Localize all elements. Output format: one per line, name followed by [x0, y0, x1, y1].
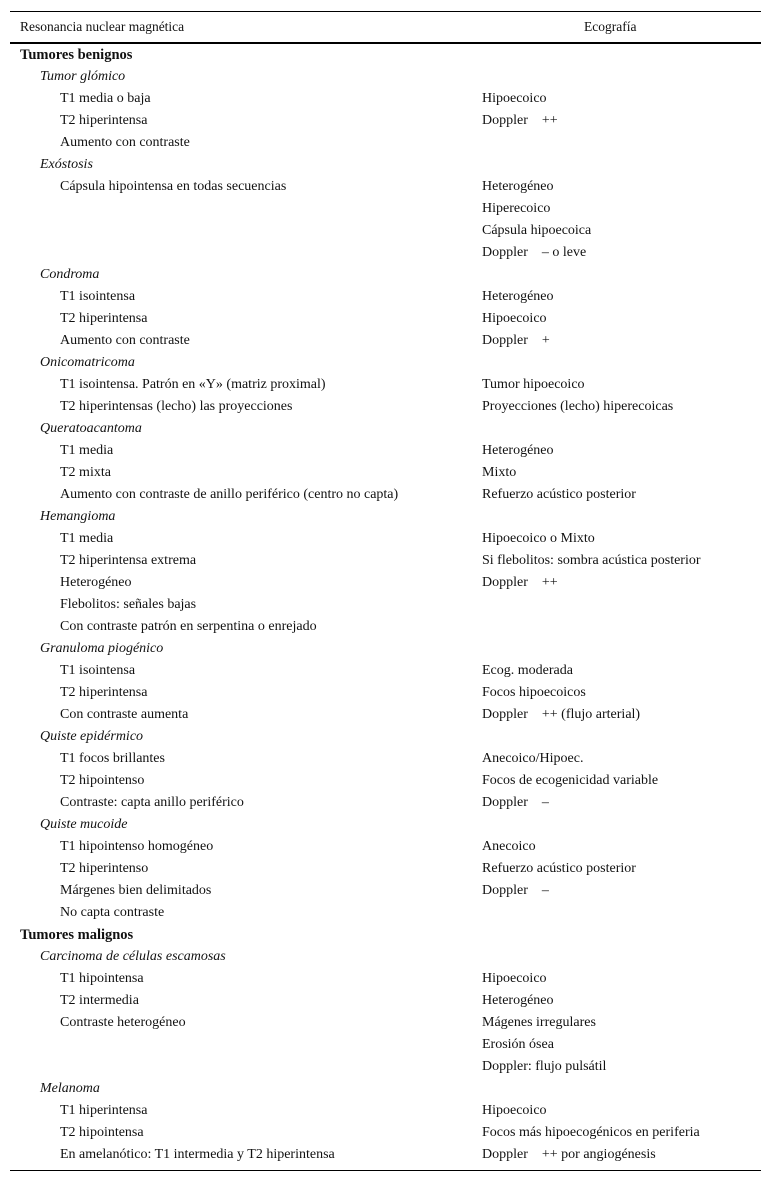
eco-cell [482, 440, 554, 462]
eco-text: Mágenes irregulares [482, 1015, 596, 1030]
eco-text: Heterogéneo [482, 179, 554, 194]
eco-cell [482, 836, 536, 858]
table-row [10, 880, 761, 902]
eco-text: Doppler: flujo pulsátil [482, 1059, 607, 1074]
eco-text: Focos más hipoecogénicos en periferia [482, 1125, 700, 1140]
rm-cell: T2 hiperintensa extrema [60, 553, 197, 568]
eco-text: Doppler [482, 795, 528, 810]
doppler-value: ++ [541, 575, 558, 590]
table-row [10, 682, 761, 704]
rm-cell: T1 hipointenso homogéneo [60, 839, 214, 854]
eco-text: Erosión ósea [482, 1037, 554, 1052]
table-row [10, 286, 761, 308]
rm-cell: T1 media o baja [60, 91, 151, 106]
eco-cell [482, 220, 591, 242]
tumor-row [10, 726, 761, 748]
doppler-value: – o leve [541, 245, 587, 260]
tumor-row [10, 352, 761, 374]
eco-cell [482, 1012, 596, 1034]
eco-cell [482, 462, 516, 484]
table-row [10, 660, 761, 682]
eco-text: Hipoecoico [482, 91, 547, 106]
table-row [10, 594, 761, 616]
table-row [10, 110, 761, 132]
rm-cell: T2 hiperintensas (lecho) las proyecciones [60, 399, 293, 414]
eco-cell [482, 374, 585, 396]
rm-cell: Carcinoma de células escamosas [40, 949, 226, 964]
rm-cell: T1 isointensa [60, 289, 136, 304]
tumor-row [10, 66, 761, 88]
rm-cell: T2 hiperintenso [60, 861, 149, 876]
rm-cell: No capta contraste [60, 905, 165, 920]
rm-cell: Cápsula hipointensa en todas secuencias [60, 179, 287, 194]
rm-cell: T2 hiperintensa [60, 113, 148, 128]
table-row [10, 132, 761, 154]
rm-cell: Tumores benignos [20, 47, 133, 63]
rm-cell: Aumento con contraste [60, 135, 190, 150]
eco-cell [482, 858, 636, 880]
rm-cell: T2 mixta [60, 465, 111, 480]
eco-cell [482, 308, 547, 330]
eco-text: Tumor hipoecoico [482, 377, 585, 392]
eco-cell [482, 528, 595, 550]
eco-cell [482, 1100, 547, 1122]
eco-text: Focos hipoecoicos [482, 685, 586, 700]
eco-text: Heterogéneo [482, 993, 554, 1008]
doppler-value: – [541, 795, 549, 810]
tumor-row [10, 154, 761, 176]
rm-cell: T2 hiperintensa [60, 311, 148, 326]
rm-cell: Hemangioma [40, 509, 116, 524]
eco-text: Hipoecoico [482, 1103, 547, 1118]
eco-text: Doppler [482, 113, 528, 128]
tumor-row [10, 506, 761, 528]
table-row [10, 572, 761, 594]
table-row [10, 1144, 761, 1166]
eco-cell [482, 550, 701, 572]
rm-cell: Márgenes bien delimitados [60, 883, 212, 898]
table-row [10, 1122, 761, 1144]
eco-text: Refuerzo acústico posterior [482, 861, 636, 876]
table-row [10, 990, 761, 1012]
table-row [10, 616, 761, 638]
eco-cell [482, 1034, 554, 1056]
eco-text: Focos de ecogenicidad variable [482, 773, 659, 788]
rm-cell: Tumor glómico [40, 69, 126, 84]
tumor-row [10, 814, 761, 836]
eco-text: Ecog. moderada [482, 663, 573, 678]
eco-cell [482, 242, 586, 264]
rm-cell: Contraste heterogéneo [60, 1015, 186, 1030]
rm-cell: T1 media [60, 531, 114, 546]
rm-cell: Exóstosis [40, 157, 93, 172]
table-row [10, 198, 761, 220]
rm-cell: T1 isointensa. Patrón en «Y» (matriz proximal) [60, 377, 326, 392]
eco-cell [482, 572, 558, 594]
rm-cell: Contraste: capta anillo periférico [60, 795, 244, 810]
rm-cell: T2 hiperintensa [60, 685, 148, 700]
rm-cell: Quiste epidérmico [40, 729, 144, 744]
table-row [10, 176, 761, 198]
rm-cell: T1 hipointensa [60, 971, 144, 986]
eco-text: Proyecciones (lecho) hiperecoicas [482, 399, 674, 414]
tumor-row [10, 1078, 761, 1100]
table-header [10, 12, 761, 44]
rm-cell: Aumento con contraste de anillo periférico (centro no capta) [60, 487, 399, 502]
eco-text: Anecoico [482, 839, 536, 854]
eco-cell [482, 704, 640, 726]
doppler-value: – [541, 883, 549, 898]
eco-text: Doppler [482, 883, 528, 898]
header-ecografia: Ecografía [584, 19, 637, 34]
eco-text: Doppler [482, 707, 528, 722]
eco-cell [482, 968, 547, 990]
table-row [10, 968, 761, 990]
eco-cell [482, 198, 550, 220]
table-row [10, 902, 761, 924]
table-row [10, 242, 761, 264]
tumor-row [10, 946, 761, 968]
rm-cell: Con contraste aumenta [60, 707, 189, 722]
table-row [10, 1100, 761, 1122]
eco-text: Hipoecoico [482, 311, 547, 326]
rm-cell: En amelanótico: T1 intermedia y T2 hiperintensa [60, 1147, 335, 1162]
rm-cell: Queratoacantoma [40, 421, 142, 436]
table-row [10, 1056, 761, 1078]
eco-text: Hipoecoico [482, 971, 547, 986]
rm-cell: T1 focos brillantes [60, 751, 165, 766]
eco-text: Anecoico/Hipoec. [482, 751, 584, 766]
rm-cell: T1 hiperintensa [60, 1103, 148, 1118]
eco-text: Doppler [482, 1147, 528, 1162]
table-row [10, 836, 761, 858]
table-row [10, 770, 761, 792]
table-row [10, 792, 761, 814]
eco-cell [482, 990, 554, 1012]
table-row [10, 550, 761, 572]
table-row [10, 704, 761, 726]
section-row [10, 44, 761, 66]
eco-text: Mixto [482, 465, 517, 480]
eco-text: Heterogéneo [482, 289, 554, 304]
rm-cell: T2 hipointenso [60, 773, 145, 788]
rm-cell: Onicomatricoma [40, 355, 135, 370]
rm-cell: Aumento con contraste [60, 333, 190, 348]
eco-text: Doppler [482, 245, 528, 260]
eco-text: Si flebolitos: sombra acústica posterior [482, 553, 701, 568]
eco-text: Doppler [482, 333, 528, 348]
table-row [10, 748, 761, 770]
eco-cell [482, 660, 573, 682]
tumor-row [10, 638, 761, 660]
table-row [10, 484, 761, 506]
rm-cell: T2 hipointensa [60, 1125, 144, 1140]
tumor-row [10, 418, 761, 440]
header-resonancia: Resonancia nuclear magnética [20, 19, 185, 34]
eco-cell [482, 792, 549, 814]
rm-cell: Quiste mucoide [40, 817, 128, 832]
eco-text: Hiperecoico [482, 201, 551, 216]
section-row [10, 924, 761, 946]
table-row [10, 374, 761, 396]
table-row [10, 396, 761, 418]
rm-cell: T2 intermedia [60, 993, 139, 1008]
rm-cell: Granuloma piogénico [40, 641, 164, 656]
eco-cell [482, 176, 554, 198]
rm-cell: T1 media [60, 443, 114, 458]
eco-text: Refuerzo acústico posterior [482, 487, 636, 502]
tumor-row [10, 264, 761, 286]
table-row [10, 1012, 761, 1034]
eco-cell [482, 330, 550, 352]
table-body [10, 44, 761, 1166]
doppler-value: ++ (flujo arterial) [541, 707, 641, 722]
eco-cell [482, 880, 549, 902]
table-row [10, 308, 761, 330]
eco-text: Heterogéneo [482, 443, 554, 458]
rm-cell: T1 isointensa [60, 663, 136, 678]
table-row [10, 858, 761, 880]
eco-cell [482, 1144, 656, 1166]
table-row [10, 462, 761, 484]
eco-cell [482, 770, 658, 792]
eco-cell [482, 682, 586, 704]
eco-cell [482, 1122, 700, 1144]
doppler-value: ++ por angiogénesis [541, 1147, 656, 1162]
table-row [10, 440, 761, 462]
rm-cell: Flebolitos: señales bajas [60, 597, 197, 612]
table-row [10, 220, 761, 242]
eco-cell [482, 396, 673, 418]
rm-cell: Heterogéneo [60, 575, 132, 590]
rm-cell: Melanoma [40, 1081, 100, 1096]
doppler-value: + [541, 333, 550, 348]
eco-text: Hipoecoico o Mixto [482, 531, 595, 546]
eco-text: Doppler [482, 575, 528, 590]
eco-text: Cápsula hipoecoica [482, 223, 592, 238]
table-row [10, 1034, 761, 1056]
eco-cell [482, 110, 558, 132]
rm-cell: Condroma [40, 267, 100, 282]
eco-cell [482, 88, 547, 110]
eco-cell [482, 484, 636, 506]
table-row [10, 88, 761, 110]
rm-cell: Tumores malignos [20, 927, 134, 943]
table-row [10, 330, 761, 352]
rm-cell: Con contraste patrón en serpentina o enrejado [60, 619, 317, 634]
table-row [10, 528, 761, 550]
eco-cell [482, 748, 583, 770]
doppler-value: ++ [541, 113, 558, 128]
eco-cell [482, 286, 554, 308]
comparison-table [10, 11, 761, 1171]
eco-cell [482, 1056, 606, 1078]
